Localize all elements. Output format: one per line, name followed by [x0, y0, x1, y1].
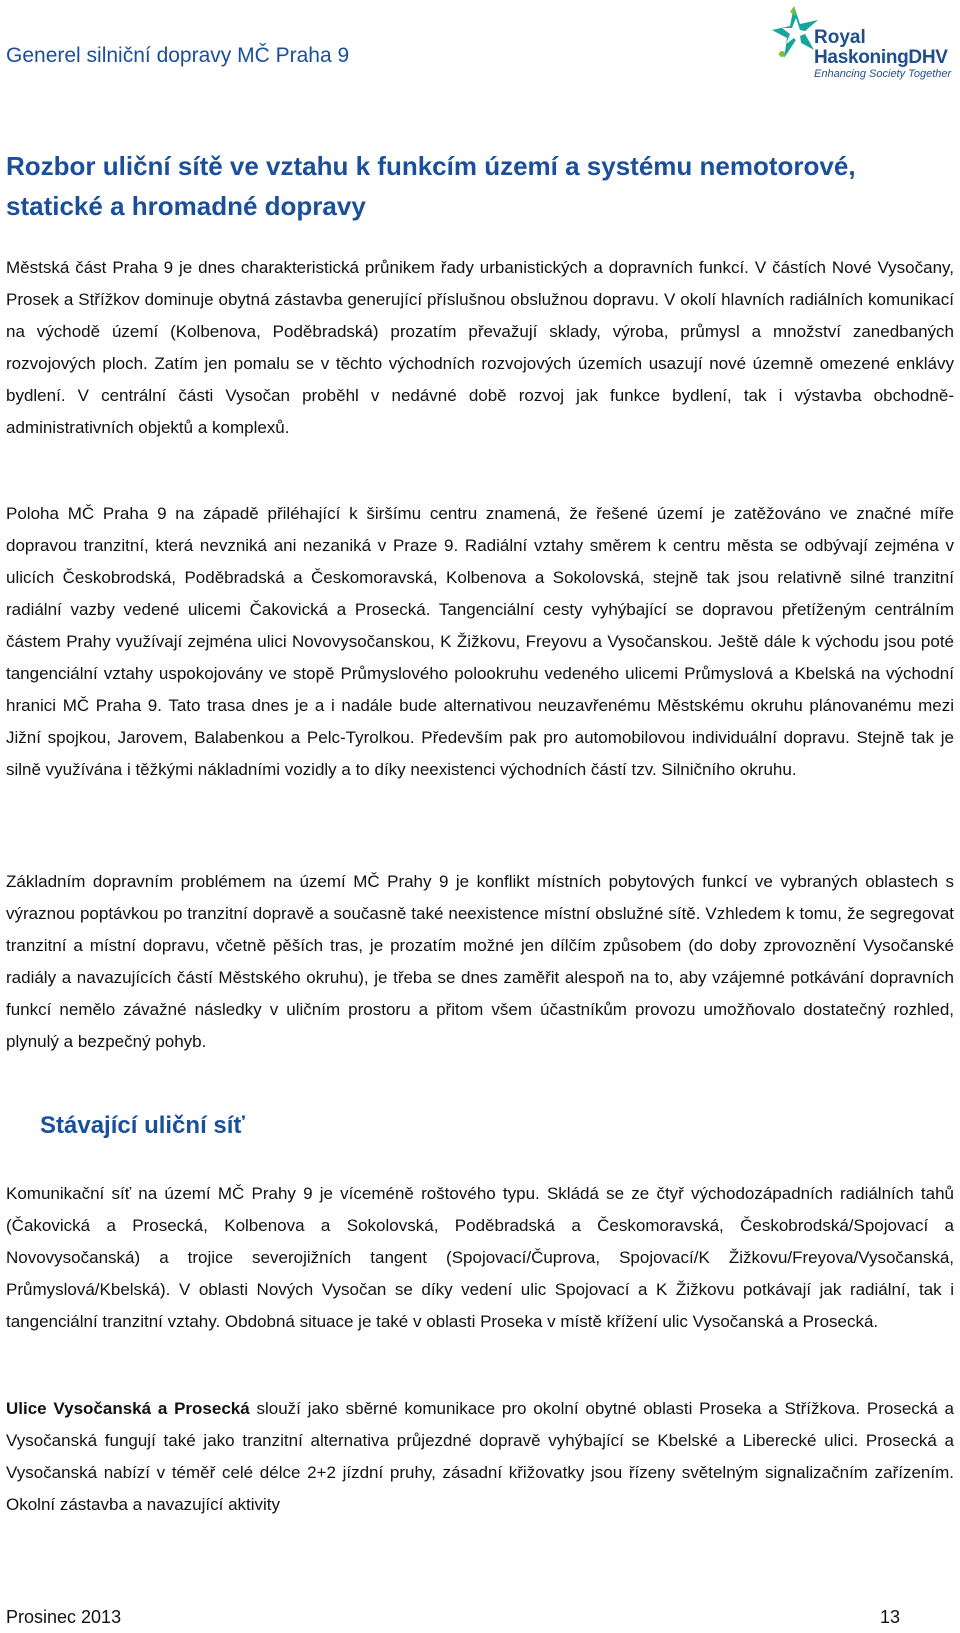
- document-header-title: Generel silniční dopravy MČ Praha 9: [6, 44, 350, 67]
- main-heading: Rozbor uliční sítě ve vztahu k funkcím území a systému nemotorové, statické a hromadné dopravy: [6, 151, 856, 221]
- paragraph-problem: Základním dopravním problémem na území MČ Prahy 9 je konflikt místních pobytových funkcí ve vybraných oblastech s výraznou poptávkou po tranzitní dopravě a současně také neexistence místní obslužné sítě. Vzhledem k tomu, že segregovat tranzitní a místní dopravu, včetně pěších tras, je prozatím možné jen dílčím způsobem (do doby zprovoznění Vysočanské radiály a navazujících částí Městského okruhu), je třeba se dnes zaměřit alespoň na to, aby vzájemné potkávání dopravních funkcí nemělo závažné následky v uličním prostoru a přitom všem účastníkům provozu umožňovalo dostatečný rozhled, plynulý a bezpečný pohyb.: [6, 872, 954, 1051]
- street-names-bold: Ulice Vysočanská a Prosecká: [6, 1399, 250, 1418]
- logo-text-haskoning: HaskoningDHV: [814, 47, 948, 68]
- paragraph-network: Komunikační síť na území MČ Prahy 9 je víceméně roštového typu. Skládá se ze čtyř východozápadních radiálních tahů (Čakovická a Prosecká, Kolbenova a Sokolovská, Poděbradská a Českomoravská, Českobrodská/Spojovací a Novovysočanská) a trojice severojižních tangent (Spojovací/Čuprova, Spojovací/K Žižkovu/Freyova/Vysočanská, Průmyslová/Kbelská). V oblasti Nových Vysočan se díky vedení ulic Spojovací a K Žižkovu potkávají jak radiální, tak i tangenciální tranzitní vztahy. Obdobná situace je také v oblasti Proseka v místě křížení ulic Vysočanská a Prosecká.: [6, 1184, 954, 1331]
- page-number: 13: [880, 1607, 901, 1627]
- footer-date: Prosinec 2013: [6, 1607, 122, 1627]
- section-heading: Stávající uliční síť: [40, 1112, 245, 1139]
- logo-text-royal: Royal: [814, 27, 866, 48]
- paragraph-location: Poloha MČ Praha 9 na západě přiléhající k širšímu centru znamená, že řešené území je zatěžováno ve značné míře dopravou tranzitní, která nevzniká ani nezaniká v Praze 9. Radiální vztahy směrem k centru města se odbývají zejména v ulicích Českobrodská, Poděbradská a Českomoravská, Kolbenova a Sokolovská, stejně tak jsou relativně silné tranzitní radiální vazby vedené ulicemi Čakovická a Prosecká. Tangenciální cesty vyhýbající se dopravou přetíženým centrálním částem Prahy využívají zejména ulici Novovysočanskou, K Žižkovu, Freyovu a Vysočanskou. Ještě dále k východu jsou poté tangenciální vztahy uspokojovány ve stopě Průmyslového polookruhu vedeného ulicemi Průmyslová a Kbelská na východní hranici MČ Praha 9. Tato trasa dnes je a i nadále bude alternativou neuzavřenému Městskému okruhu plánovanému mezi Jižní spojkou, Jarovem, Balabenkou a Pelc-Tyrolkou. Především pak pro automobilovou individuální dopravu. Stejně tak je silně využívána i těžkými nákladními vozidly a to díky neexistenci východních částí tzv. Silničního okruhu.: [6, 504, 954, 779]
- paragraph-streets-text: slouží jako sběrné komunikace pro okolní obytné oblasti Proseka a Střížkova. Prosecká a Vysočanská fungují také jako tranzitní alternativa průjezdné dopravě vyhýbající se Kbelské a Liberecké ulici. Prosecká a Vysočanská nabízí v téměř celé délce 2+2 jízdní pruhy, zásadní křižovatky jsou řízeny světelným signalizačním zařízením. Okolní zástavba a navazující aktivity: [6, 1399, 954, 1514]
- paragraph-intro: Městská část Praha 9 je dnes charakteristická průnikem řady urbanistických a dopravních funkcí. V částích Nové Vysočany, Prosek a Střížkov dominuje obytná zástavba generující příslušnou obslužnou dopravu. V okolí hlavních radiálních komunikací na východě území (Kolbenova, Poděbradská) prozatím převažují sklady, výroba, průmysl a množství zanedbaných rozvojových ploch. Zatím jen pomalu se v těchto východních rozvojových územích usazují nové územně omezené enklávy bydlení. V centrální části Vysočan proběhl v nedávné době rozvoj jak funkce bydlení, tak i výstavba obchodně-administrativních objektů a komplexů.: [6, 258, 954, 437]
- company-logo: [770, 4, 956, 86]
- logo-tagline: Enhancing Society Together: [814, 68, 952, 80]
- paragraph-streets: [6, 1393, 954, 1521]
